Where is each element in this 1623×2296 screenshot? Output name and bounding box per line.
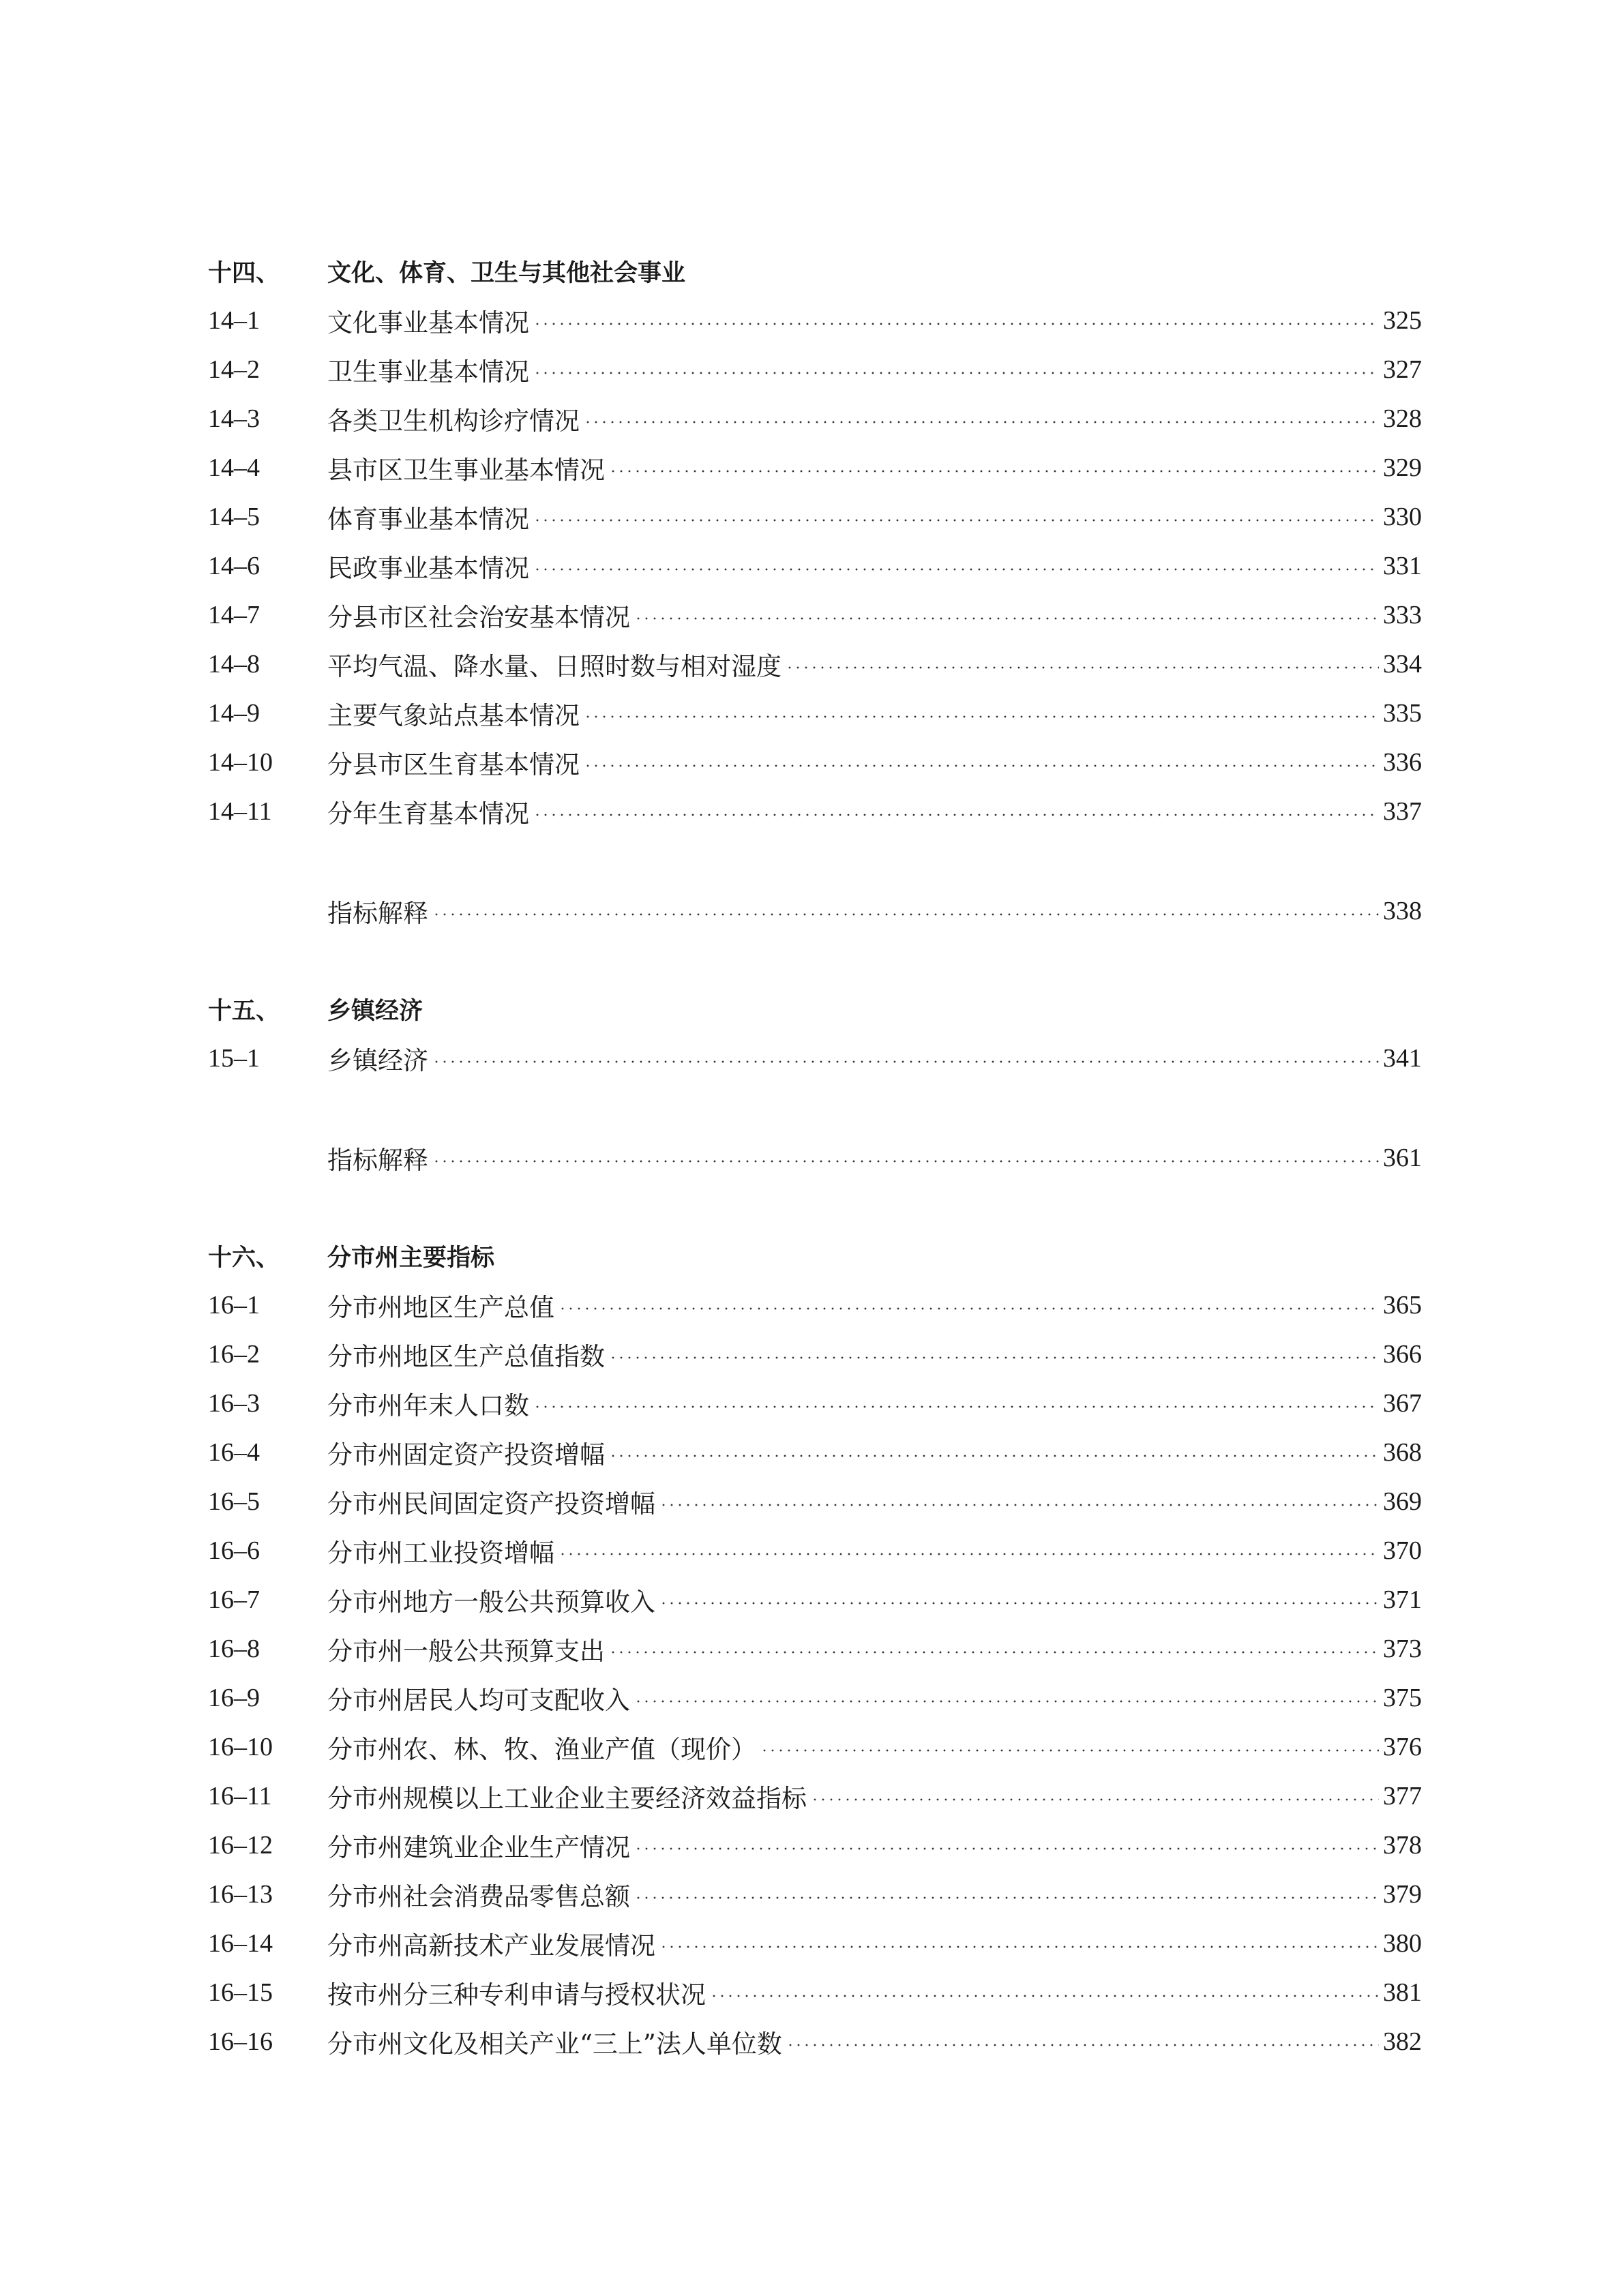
dot-leader	[584, 764, 1379, 767]
dot-leader	[584, 421, 1379, 423]
entry-page: 335	[1383, 699, 1422, 728]
entry-number: 14–6	[208, 552, 260, 580]
section-heading	[208, 985, 1422, 1034]
entry-title: 乡镇经济	[327, 1046, 428, 1075]
entry-number: 16–1	[208, 1291, 260, 1320]
entry-number: 16–11	[208, 1782, 272, 1810]
dot-leader	[760, 1749, 1379, 1752]
entry-title: 分县市区社会治安基本情况	[327, 603, 630, 632]
entry-title: 分市州年末人口数	[327, 1391, 529, 1420]
toc-entry-explanation[interactable]	[208, 886, 1422, 936]
entry-number: 14–2	[208, 355, 260, 384]
entry-page: 382	[1383, 2027, 1422, 2056]
entry-title: 分市州民间固定资产投资增幅	[327, 1489, 655, 1519]
toc-entry[interactable]	[208, 492, 1422, 541]
dot-leader	[432, 913, 1379, 916]
entry-number: 14–5	[208, 503, 260, 531]
entry-page: 368	[1383, 1438, 1422, 1467]
section-heading	[208, 1232, 1422, 1281]
toc-entry[interactable]	[208, 394, 1422, 443]
dot-leader	[533, 814, 1379, 816]
entry-page: 381	[1383, 1978, 1422, 2007]
toc-entry[interactable]	[208, 1379, 1422, 1428]
toc-entry[interactable]	[208, 541, 1422, 591]
entry-page: 373	[1383, 1635, 1422, 1663]
toc-entry[interactable]	[208, 787, 1422, 836]
toc-entry[interactable]	[208, 1624, 1422, 1673]
entry-title: 各类卫生机构诊疗情况	[327, 406, 580, 436]
entry-title: 分市州文化及相关产业“三上”法人单位数	[327, 2029, 782, 2059]
section-entries	[208, 1034, 1422, 1083]
toc-entry[interactable]	[208, 1968, 1422, 2017]
entry-title: 指标解释	[327, 1146, 428, 1175]
entry-title: 分市州社会消费品零售总额	[327, 1882, 630, 1911]
entry-page: 330	[1383, 503, 1422, 531]
dot-leader	[609, 1651, 1379, 1654]
entry-page: 369	[1383, 1487, 1422, 1516]
entry-title: 分市州地区生产总值指数	[327, 1342, 605, 1371]
dot-leader	[659, 1945, 1379, 1948]
section-number: 十五、	[208, 998, 280, 1025]
entry-number: 16–4	[208, 1438, 260, 1467]
entry-number: 14–3	[208, 404, 260, 433]
section-number: 十四、	[208, 260, 280, 287]
entry-page: 338	[1383, 897, 1422, 925]
entry-title: 民政事业基本情况	[327, 554, 529, 583]
entry-page: 367	[1383, 1389, 1422, 1418]
dot-leader	[659, 1504, 1379, 1506]
toc-entry[interactable]	[208, 345, 1422, 394]
entry-title: 体育事业基本情况	[327, 505, 529, 534]
entry-number: 16–14	[208, 1929, 273, 1958]
entry-number: 16–9	[208, 1684, 260, 1712]
entry-number: 14–9	[208, 699, 260, 728]
entry-number: 16–8	[208, 1635, 260, 1663]
toc-entry[interactable]	[208, 1477, 1422, 1526]
toc-entry[interactable]	[208, 443, 1422, 492]
dot-leader	[710, 1995, 1379, 1997]
toc-entry[interactable]	[208, 1673, 1422, 1723]
toc-entry-explanation[interactable]	[208, 1133, 1422, 1182]
entry-page: 336	[1383, 748, 1422, 777]
entry-page: 370	[1383, 1536, 1422, 1565]
entry-title: 平均气温、降水量、日照时数与相对湿度	[327, 652, 781, 681]
section-title: 文化、体育、卫生与其他社会事业	[327, 260, 686, 287]
dot-leader	[533, 519, 1379, 522]
dot-leader	[533, 372, 1379, 374]
dot-leader	[659, 1602, 1379, 1605]
dot-leader	[584, 715, 1379, 718]
entry-page: 375	[1383, 1684, 1422, 1712]
entry-page: 380	[1383, 1929, 1422, 1958]
entry-title: 分市州一般公共预算支出	[327, 1637, 605, 1666]
entry-page: 333	[1383, 601, 1422, 629]
entry-title: 分市州高新技术产业发展情况	[327, 1931, 655, 1960]
dot-leader	[559, 1553, 1379, 1555]
toc-entry[interactable]	[208, 591, 1422, 640]
dot-leader	[786, 2044, 1379, 2046]
entry-number: 16–16	[208, 2027, 273, 2056]
toc-entry[interactable]	[208, 1281, 1422, 1330]
entry-page: 337	[1383, 797, 1422, 826]
entry-title: 分县市区生育基本情况	[327, 750, 580, 779]
table-of-contents	[208, 247, 1422, 2066]
entry-title: 分市州地区生产总值	[327, 1293, 554, 1322]
section-title: 分市州主要指标	[327, 1244, 495, 1272]
toc-entry[interactable]	[208, 689, 1422, 738]
entry-page: 341	[1383, 1044, 1422, 1073]
dot-leader	[609, 1356, 1379, 1359]
dot-leader	[533, 323, 1379, 325]
dot-leader	[432, 1060, 1379, 1063]
entry-page: 378	[1383, 1831, 1422, 1860]
toc-entry[interactable]	[208, 1428, 1422, 1477]
toc-entry[interactable]	[208, 1919, 1422, 1968]
entry-title: 分市州规模以上工业企业主要经济效益指标	[327, 1784, 807, 1813]
entry-number: 16–7	[208, 1585, 260, 1614]
toc-entry[interactable]	[208, 296, 1422, 345]
entry-number: 15–1	[208, 1044, 260, 1073]
entry-title: 指标解释	[327, 899, 428, 928]
entry-title: 分市州居民人均可支配收入	[327, 1686, 630, 1715]
entry-page: 334	[1383, 650, 1422, 679]
entry-number: 16–5	[208, 1487, 260, 1516]
entry-title: 主要气象站点基本情况	[327, 701, 580, 730]
dot-leader	[609, 470, 1379, 473]
toc-entry[interactable]	[208, 1575, 1422, 1624]
toc-entry[interactable]	[208, 1723, 1422, 1772]
entry-number: 14–1	[208, 306, 260, 335]
toc-entry[interactable]	[208, 2017, 1422, 2066]
toc-entry[interactable]	[208, 1034, 1422, 1083]
section-entries	[208, 1281, 1422, 2066]
entry-page: 376	[1383, 1733, 1422, 1761]
entry-page: 377	[1383, 1782, 1422, 1810]
entry-title: 文化事业基本情况	[327, 308, 529, 338]
entry-title: 分年生育基本情况	[327, 799, 529, 829]
entry-page: 361	[1383, 1144, 1422, 1172]
entry-number: 14–10	[208, 748, 273, 777]
dot-leader	[533, 568, 1379, 571]
section-heading	[208, 247, 1422, 296]
toc-entry[interactable]	[208, 738, 1422, 787]
entry-number: 14–8	[208, 650, 260, 679]
entry-page: 325	[1383, 306, 1422, 335]
entry-page: 328	[1383, 404, 1422, 433]
toc-entry[interactable]	[208, 1821, 1422, 1870]
entry-number: 16–2	[208, 1340, 260, 1369]
dot-leader	[634, 1896, 1379, 1899]
entry-number: 16–13	[208, 1880, 273, 1909]
dot-leader	[811, 1798, 1379, 1801]
section-title: 乡镇经济	[327, 998, 423, 1025]
entry-number: 14–4	[208, 453, 260, 482]
entry-title: 分市州工业投资增幅	[327, 1538, 554, 1568]
dot-leader	[432, 1160, 1379, 1163]
toc-entry[interactable]	[208, 1772, 1422, 1821]
entry-page: 379	[1383, 1880, 1422, 1909]
toc-entry[interactable]	[208, 1526, 1422, 1575]
entry-title: 分市州建筑业企业生产情况	[327, 1833, 630, 1862]
entry-title: 县市区卫生事业基本情况	[327, 456, 605, 485]
entry-title: 分市州地方一般公共预算收入	[327, 1587, 655, 1617]
entry-page: 327	[1383, 355, 1422, 384]
toc-entry[interactable]	[208, 640, 1422, 689]
dot-leader	[609, 1455, 1379, 1457]
entry-title: 卫生事业基本情况	[327, 357, 529, 387]
entry-number: 16–6	[208, 1536, 260, 1565]
entry-title: 按市州分三种专利申请与授权状况	[327, 1980, 706, 2010]
entry-page: 331	[1383, 552, 1422, 580]
entry-page: 371	[1383, 1585, 1422, 1614]
entry-title: 分市州固定资产投资增幅	[327, 1440, 605, 1470]
section-number: 十六、	[208, 1244, 280, 1272]
entry-number: 16–3	[208, 1389, 260, 1418]
dot-leader	[634, 617, 1379, 620]
entry-number: 14–11	[208, 797, 272, 826]
entry-number: 14–7	[208, 601, 260, 629]
entry-number: 16–15	[208, 1978, 273, 2007]
section-entries	[208, 296, 1422, 836]
entry-page: 329	[1383, 453, 1422, 482]
entry-page: 366	[1383, 1340, 1422, 1369]
dot-leader	[634, 1700, 1379, 1703]
entry-number: 16–10	[208, 1733, 273, 1761]
toc-entry[interactable]	[208, 1870, 1422, 1919]
dot-leader	[786, 666, 1379, 669]
dot-leader	[533, 1405, 1379, 1408]
dot-leader	[559, 1307, 1379, 1310]
entry-number: 16–12	[208, 1831, 273, 1860]
entry-title: 分市州农、林、牧、渔业产值（现价）	[327, 1735, 756, 1764]
dot-leader	[634, 1847, 1379, 1850]
entry-page: 365	[1383, 1291, 1422, 1320]
toc-entry[interactable]	[208, 1330, 1422, 1379]
